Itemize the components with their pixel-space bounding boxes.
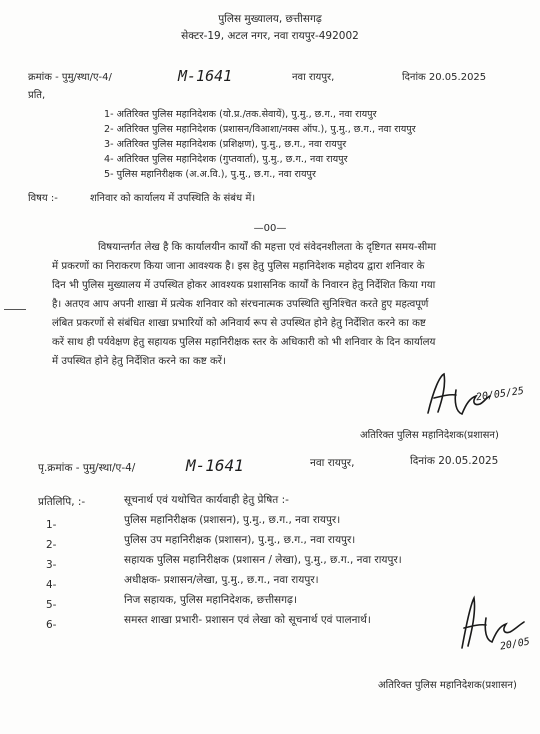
body-line-6: करें साथ ही पर्यवेक्षण हेतु सहायक पुलिस महानिरीक्षक स्तर के अधिकारी को भी शनिवार के दिन कार्यालय	[52, 337, 436, 348]
recipient-5: 5- पुलिस महानिरीक्षक (अ.अ.वि.), पु.मु., छ.ग., नवा रायपुर	[104, 169, 316, 180]
copy-item-2: पुलिस उप महानिरीक्षक (प्रशासन), पु.मु., छ.ग., नवा रायपुर।	[124, 534, 356, 546]
copy-item-num-2: 2-	[46, 539, 57, 551]
copy-item-num-5: 5-	[46, 599, 57, 611]
copy-item-num-4: 4-	[46, 579, 57, 591]
body-line-3: दिन भी पुलिस मुख्यालय में उपस्थित होकर आवश्यक प्रशासनिक कार्यों के निवारन हेतु निर्देशित किया गया	[52, 280, 436, 291]
copy-place: नवा रायपुर,	[310, 457, 355, 469]
issue-date: दिनांक 20.05.2025	[402, 72, 487, 83]
reference-number: क्रमांक - पुमु/स्था/ए-4/	[28, 72, 112, 83]
office-title: पुलिस मुख्यालय, छत्तीसगढ़	[218, 13, 322, 25]
scan-mark	[4, 309, 26, 310]
copy-item-6: समस्त शाखा प्रभारी- प्रशासन एवं लेखा को सूचनार्थ एवं पालनार्थ।	[124, 614, 371, 626]
signature-1-date: 20/05/25	[475, 385, 525, 404]
copy-item-5: निज सहायक, पुलिस महानिदेशक, छत्तीसगढ़।	[124, 594, 297, 606]
body-line-2: में प्रकरणों का निराकरण किया जाना आवश्यक है। इस हेतु पुलिस महानिदेशक महोदय द्वारा शनिवार के	[52, 261, 425, 272]
signatory-1: अतिरिक्त पुलिस महानिदेशक(प्रशासन)	[360, 430, 499, 441]
copy-item-4: अधीक्षक- प्रशासन/लेखा, पु.मु., छ.ग., नवा रायपुर।	[124, 574, 319, 586]
body-line-5: लंबित प्रकरणों से संबंधित शाखा प्रभारियों को अनिवार्य रूप से उपस्थित होने हेतु निर्देशित करने का कष्ट	[52, 318, 426, 329]
body-line-1: विषयान्तर्गत लेख है कि कार्यालयीन कार्यों की महत्ता एवं संवेदनशीलता के दृष्टिगत समय-सीमा	[98, 242, 436, 253]
copy-reference-number: पृ.क्रमांक - पुमु/स्था/ए-4/	[38, 462, 136, 474]
body-line-4: है। अतएव आप अपनी शाखा में प्रत्येक शनिवार को संरचनात्मक उपस्थिति सुनिश्चित करते हुए महत्वपूर्ण	[52, 299, 429, 310]
copy-item-1: पुलिस महानिरीक्षक (प्रशासन), पु.मु., छ.ग., नवा रायपुर।	[124, 514, 341, 526]
copy-intro: सूचनार्थ एवं यथोचित कार्यवाही हेतु प्रेषित :-	[124, 494, 289, 506]
body-line-7: में उपस्थित होने हेतु निर्देशित करने का कष्ट करें।	[52, 356, 226, 367]
copy-reference-handwritten: M-1641	[186, 456, 244, 475]
divider: —00—	[253, 223, 287, 234]
copy-item-3: सहायक पुलिस महानिरीक्षक (प्रशासन / लेखा), पु.मु., छ.ग., नवा रायपुर।	[124, 554, 402, 566]
reference-handwritten: M-1641	[178, 67, 233, 85]
subject-text: शनिवार को कार्यालय में उपस्थिति के संबंध में।	[90, 193, 256, 204]
office-address: सेक्टर-19, अटल नगर, नवा रायपुर-492002	[181, 30, 359, 42]
signatory-2: अतिरिक्त पुलिस महानिदेशक(प्रशासन)	[378, 680, 517, 691]
copy-label: प्रतिलिपि, :-	[38, 496, 86, 508]
issue-place: नवा रायपुर,	[292, 72, 335, 83]
recipient-4: 4- अतिरिक्त पुलिस महानिदेशक (गुप्तवार्ता), पु.मु., छ.ग., नवा रायपुर	[104, 154, 348, 165]
signature-2-date: 20/05	[499, 636, 531, 653]
recipient-1: 1- अतिरिक्त पुलिस महानिदेशक (यो.प्र./तक.सेवायें), पु.मु., छ.ग., नवा रायपुर	[104, 109, 377, 120]
copy-date: दिनांक 20.05.2025	[410, 455, 499, 467]
copy-item-num-3: 3-	[46, 559, 57, 571]
recipient-3: 3- अतिरिक्त पुलिस महानिदेशक (प्रशिक्षण), पु.मु., छ.ग., नवा रायपुर	[104, 139, 347, 150]
subject-label: विषय :-	[28, 193, 58, 204]
recipient-2: 2- अतिरिक्त पुलिस महानिदेशक (प्रशासन/विआशा/नक्स ऑप.), पु.मु., छ.ग., नवा रायपुर	[104, 124, 416, 135]
copy-item-num-6: 6-	[46, 619, 57, 631]
to-label: प्रति,	[28, 90, 46, 101]
copy-item-num-1: 1-	[46, 519, 57, 531]
